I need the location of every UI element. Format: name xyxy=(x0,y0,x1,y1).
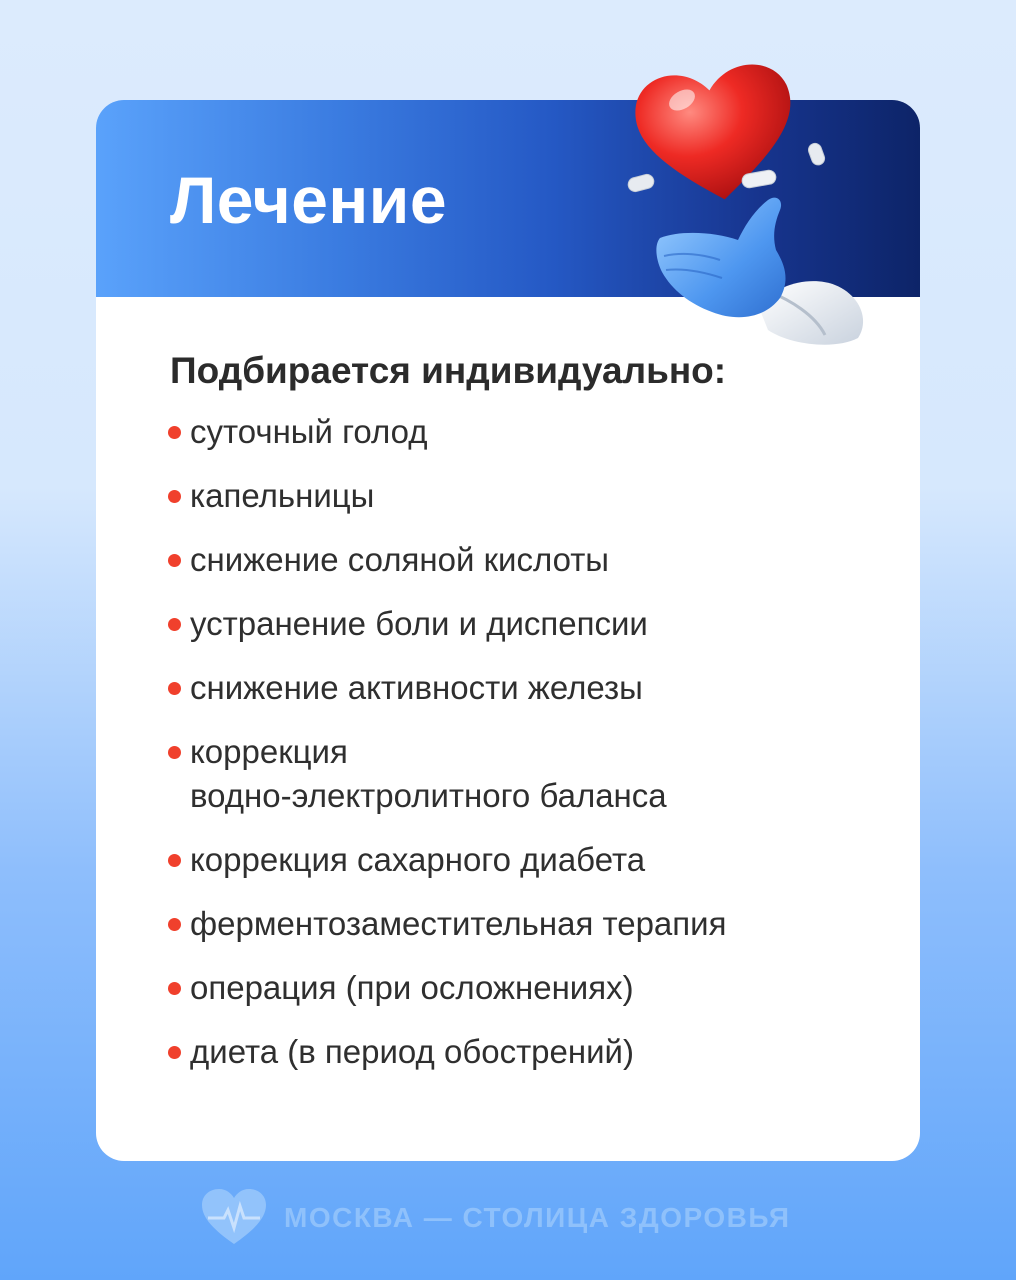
bullet-icon xyxy=(168,854,181,867)
list-item: снижение активности железы xyxy=(168,666,888,710)
list-heading: Подбирается индивидуально: xyxy=(170,350,727,391)
list-item: коррекция водно-электролитного баланса xyxy=(168,730,888,818)
treatment-list xyxy=(168,410,888,1094)
footer-brand-text: МОСКВА — СТОЛИЦА ЗДОРОВЬЯ xyxy=(284,1202,791,1233)
heart-in-gloved-hand-icon xyxy=(620,60,890,350)
bullet-icon xyxy=(168,1046,181,1059)
list-item: снижение соляной кислоты xyxy=(168,538,888,582)
list-item: устранение боли и диспепсии xyxy=(168,602,888,646)
bullet-icon xyxy=(168,426,181,439)
bullet-icon xyxy=(168,918,181,931)
list-item: капельницы xyxy=(168,474,888,518)
list-item: операция (при осложнениях) xyxy=(168,966,888,1010)
bullet-icon xyxy=(168,618,181,631)
page-title: Лечение xyxy=(170,163,448,237)
list-item: диета (в период обострений) xyxy=(168,1030,888,1074)
bullet-icon xyxy=(168,982,181,995)
bullet-icon xyxy=(168,682,181,695)
bullet-icon xyxy=(168,746,181,759)
bullet-icon xyxy=(168,490,181,503)
list-item: коррекция сахарного диабета xyxy=(168,838,888,882)
list-item: суточный голод xyxy=(168,410,888,454)
list-item: ферментозаместительная терапия xyxy=(168,902,888,946)
footer-brand xyxy=(200,1188,820,1248)
heart-logo-icon xyxy=(200,1188,268,1246)
bullet-icon xyxy=(168,554,181,567)
